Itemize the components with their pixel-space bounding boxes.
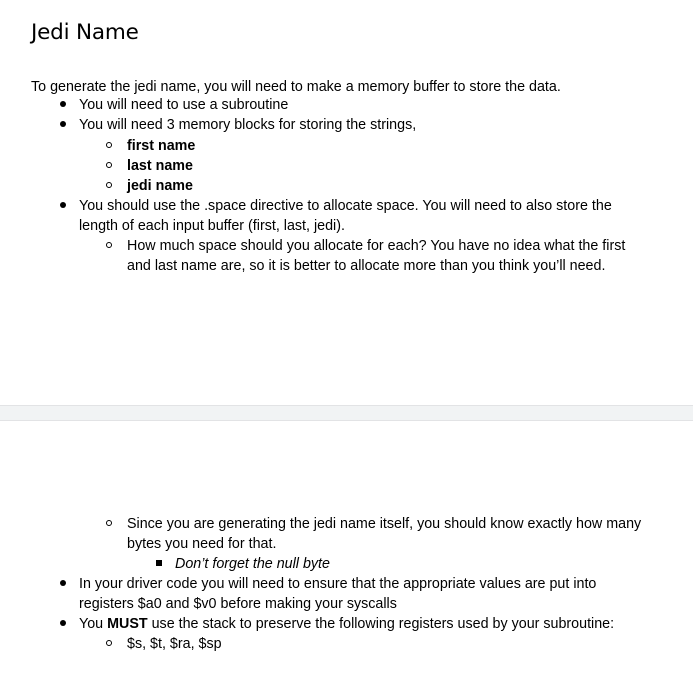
hollow-bullet-icon xyxy=(106,162,112,168)
list-item-continuation: length of each input buffer (first, last, jedi). xyxy=(79,218,345,234)
list-item-continuation: registers $a0 and $v0 before making your syscalls xyxy=(79,596,397,612)
list-item: last name xyxy=(127,158,193,174)
list-item: $s, $t, $ra, $sp xyxy=(127,636,222,652)
page-2 xyxy=(0,421,693,684)
hollow-bullet-icon xyxy=(106,142,112,148)
list-item: first name xyxy=(127,138,196,154)
list-item: Since you are generating the jedi name itself, you should know exactly how many xyxy=(127,516,642,532)
list-item: You MUST use the stack to preserve the following registers used by your subroutine: xyxy=(79,616,615,632)
bullet-icon xyxy=(60,101,66,107)
hollow-bullet-icon xyxy=(106,520,112,526)
list-item: You will need to use a subroutine xyxy=(79,97,289,113)
doc-title: Jedi Name xyxy=(31,20,139,45)
list-item: Don’t forget the null byte xyxy=(175,556,330,572)
bullet-icon xyxy=(60,121,66,127)
bullet-icon xyxy=(60,580,66,586)
list-item: In your driver code you will need to ensure that the appropriate values are put into xyxy=(79,576,597,592)
hollow-bullet-icon xyxy=(106,640,112,646)
hollow-bullet-icon xyxy=(106,182,112,188)
hollow-bullet-icon xyxy=(106,242,112,248)
list-item: jedi name xyxy=(127,178,193,194)
bullet-icon xyxy=(60,620,66,626)
list-item-continuation: and last name are, so it is better to allocate more than you think you’ll need. xyxy=(127,258,606,274)
list-item: You will need 3 memory blocks for storing the strings, xyxy=(79,117,417,133)
list-item: You should use the .space directive to allocate space. You will need to also store the xyxy=(79,198,612,214)
page-separator xyxy=(0,405,693,421)
bullet-icon xyxy=(60,202,66,208)
list-item: How much space should you allocate for each? You have no idea what the first xyxy=(127,238,626,254)
intro-text: To generate the jedi name, you will need to make a memory buffer to store the data. xyxy=(31,79,561,95)
square-bullet-icon xyxy=(156,560,162,566)
emphasis-text: MUST xyxy=(107,616,148,632)
list-item-continuation: bytes you need for that. xyxy=(127,536,277,552)
